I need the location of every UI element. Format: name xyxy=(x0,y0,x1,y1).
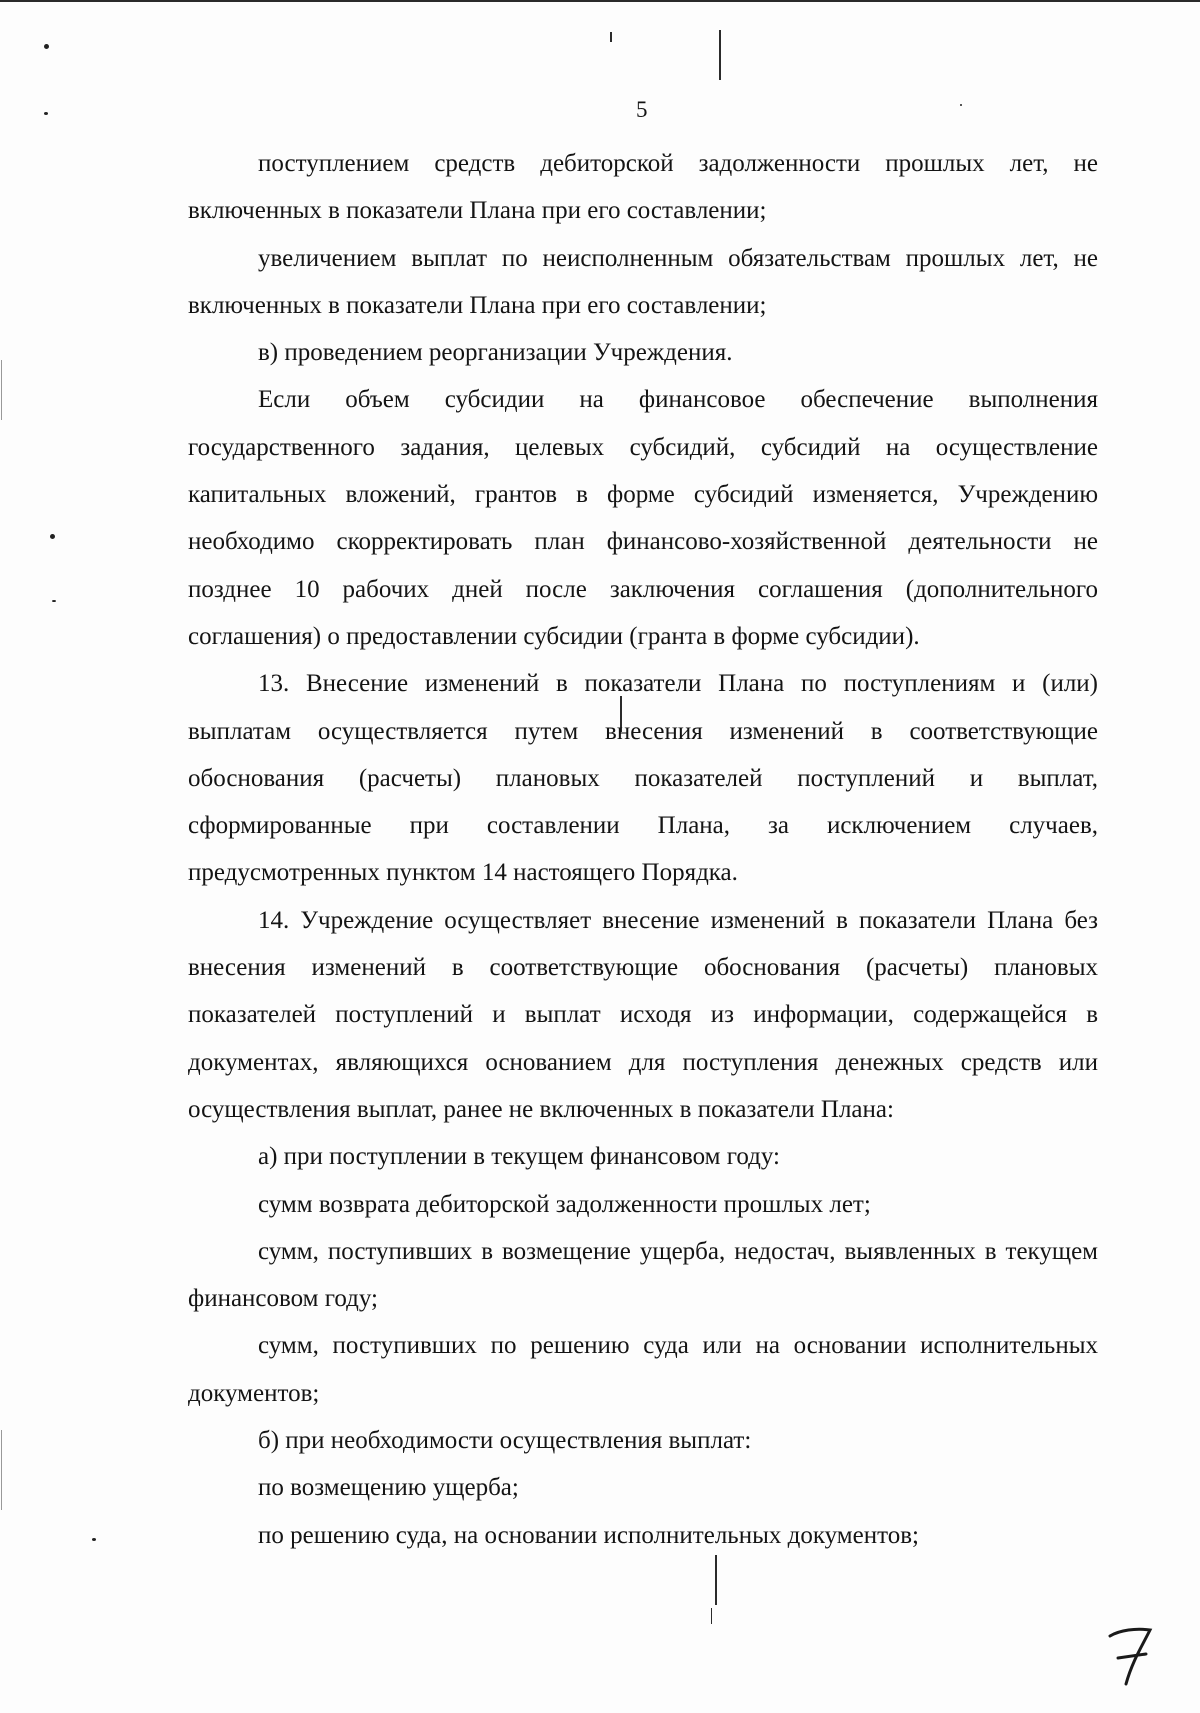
scan-dot xyxy=(92,1538,96,1541)
scan-vertical-mark xyxy=(719,30,721,80)
page-number: 5 xyxy=(636,97,648,122)
scan-vertical-mark xyxy=(711,1608,712,1624)
scan-dot xyxy=(960,104,962,106)
scan-vertical-mark xyxy=(610,32,612,42)
list-item: по решению суда, на основании исполнительных документов; xyxy=(258,1521,919,1549)
paragraph: увеличением выплат по неисполненным обязательствам прошлых лет, не включенных в показатели Плана при его составлении; xyxy=(188,244,1098,319)
document-body xyxy=(188,140,1098,1559)
list-item: по возмещению ущерба; xyxy=(258,1474,519,1502)
paragraph: поступлением средств дебиторской задолженности прошлых лет, не включенных в показатели Плана при его составлении; xyxy=(188,150,1098,225)
list-item: б) при необходимости осуществления выплат: xyxy=(258,1427,752,1455)
list-item: сумм, поступивших в возмещение ущерба, недостач, выявленных в текущем финансовом году; xyxy=(188,1237,1098,1313)
scan-dot xyxy=(50,534,55,539)
paragraph: в) проведением реорганизации Учреждения. xyxy=(258,339,733,367)
scan-edge-mark xyxy=(1,1430,2,1510)
scan-dot xyxy=(44,44,49,49)
handwritten-sheet-number xyxy=(1102,1622,1162,1692)
list-item: сумм возврата дебиторской задолженности прошлых лет; xyxy=(258,1190,871,1218)
paragraph: 13. Внесение изменений в показатели Плана по поступлениям и (или) выплатам осуществляется путем внесения изменений в соответствующие обоснования (расчеты) плановых показателей поступлений и выплат, сформированные при составлении Плана, за исключением случаев, предусмотренных пунктом 14 настоящего Порядка. xyxy=(188,670,1098,887)
scan-dot xyxy=(52,600,56,602)
list-item: сумм, поступивших по решению суда или на основании исполнительных документов; xyxy=(188,1332,1098,1407)
scan-dot xyxy=(44,112,48,115)
scan-vertical-mark xyxy=(715,1555,717,1605)
paragraph: 14. Учреждение осуществляет внесение изменений в показатели Плана без внесения изменений в соответствующие обоснования (расчеты) плановых показателей поступлений и выплат исходя из информации, содержащейся в документах, являющихся основанием для поступления денежных средств или осуществления выплат, ранее не включенных в показатели Плана: xyxy=(188,906,1098,1123)
top-border-line xyxy=(0,0,1200,2)
paragraph: Если объем субсидии на финансовое обеспечение выполнения государственного задания, целевых субсидий, субсидий на осуществление капитальных вложений, грантов в форме субсидий изменяется, Учреждению необходимо скорректировать план финансово-хозяйственной деятельности не позднее 10 рабочих дней после заключения соглашения (дополнительного соглашения) о предоставлении субсидии (гранта в форме субсидии). xyxy=(188,386,1098,650)
list-item: а) при поступлении в текущем финансовом году: xyxy=(258,1143,780,1171)
scan-edge-mark xyxy=(1,360,2,420)
